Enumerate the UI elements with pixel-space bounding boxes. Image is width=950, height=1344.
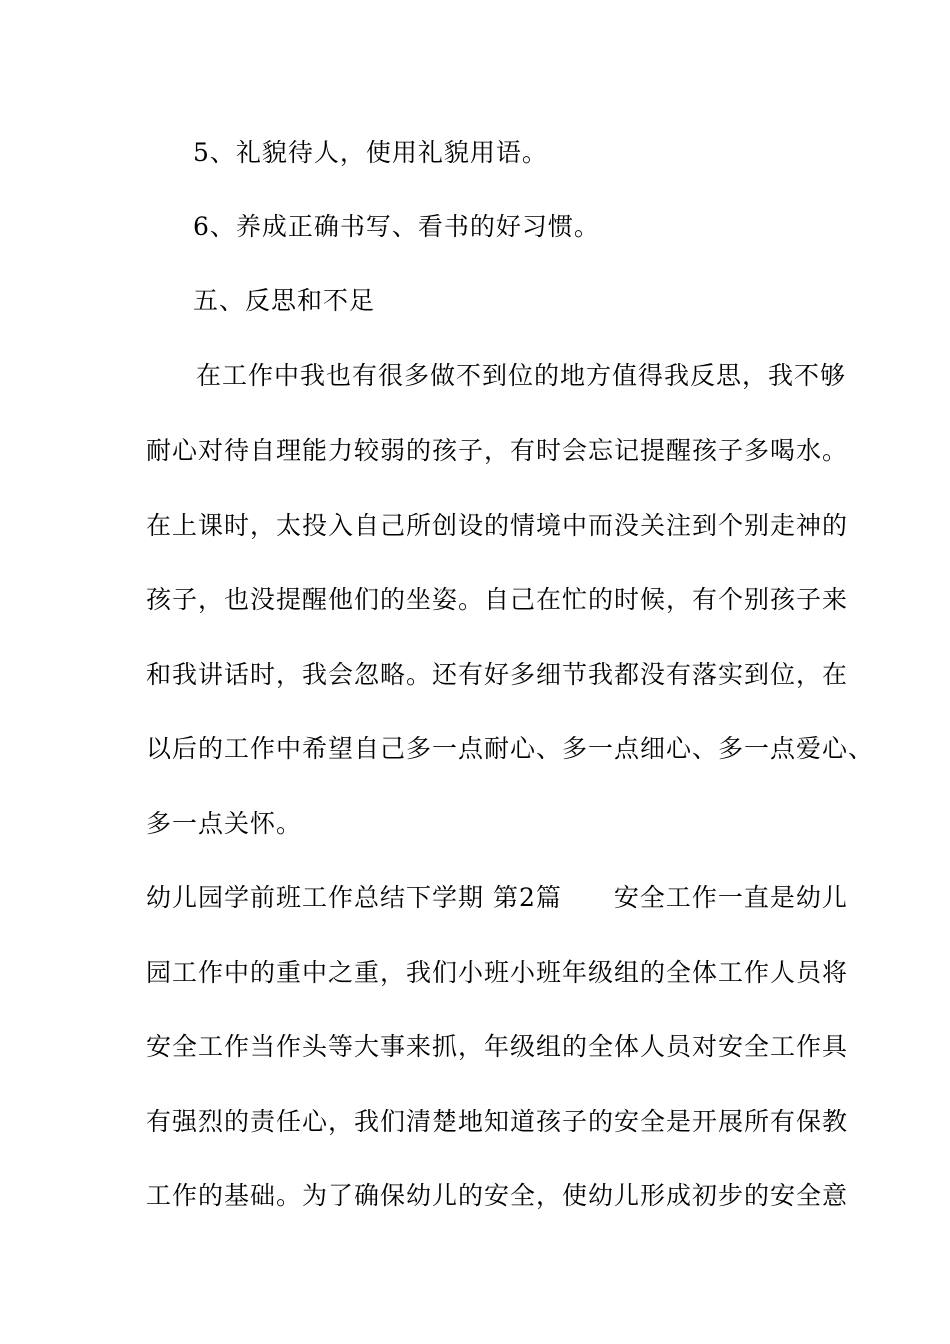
paragraph-line: 园工作中的重中之重，我们小班小班年级组的全体工作人员将 xyxy=(146,958,849,987)
paragraph-line-start: 安全工作一直是幼儿 xyxy=(613,883,848,912)
paragraph-line: 在上课时，太投入自己所创设的情境中而没关注到个别走神的 xyxy=(146,511,849,540)
paragraph-line: 和我讲话时，我会忽略。还有好多细节我都没有落实到位，在 xyxy=(146,660,849,689)
list-item-6: 6、养成正确书写、看书的好习惯。 xyxy=(193,212,600,241)
paragraph-line: 工作的基础。为了确保幼儿的安全，使幼儿形成初步的安全意 xyxy=(146,1181,849,1210)
paragraph-line: 耐心对待自理能力较弱的孩子，有时会忘记提醒孩子多喝水。 xyxy=(146,436,849,465)
article-title: 幼儿园学前班工作总结下学期 第2篇 xyxy=(146,883,562,912)
paragraph-line: 孩子，也没提醒他们的坐姿。自己在忙的时候，有个别孩子来 xyxy=(146,585,849,614)
paragraph-line: 安全工作当作头等大事来抓，年级组的全体人员对安全工作具 xyxy=(146,1032,849,1061)
paragraph-line: 以后的工作中希望自己多一点耐心、多一点细心、多一点爱心、 xyxy=(146,734,875,763)
article-title-line xyxy=(146,883,848,913)
paragraph-line: 有强烈的责任心，我们清楚地知道孩子的安全是开展所有保教 xyxy=(146,1107,849,1136)
list-item-5: 5、礼貌待人，使用礼貌用语。 xyxy=(193,138,548,167)
paragraph-line: 多一点关怀。 xyxy=(146,809,303,838)
paragraph-line: 在工作中我也有很多做不到位的地方值得我反思，我不够 xyxy=(196,361,847,390)
section-heading: 五、反思和不足 xyxy=(193,286,376,315)
